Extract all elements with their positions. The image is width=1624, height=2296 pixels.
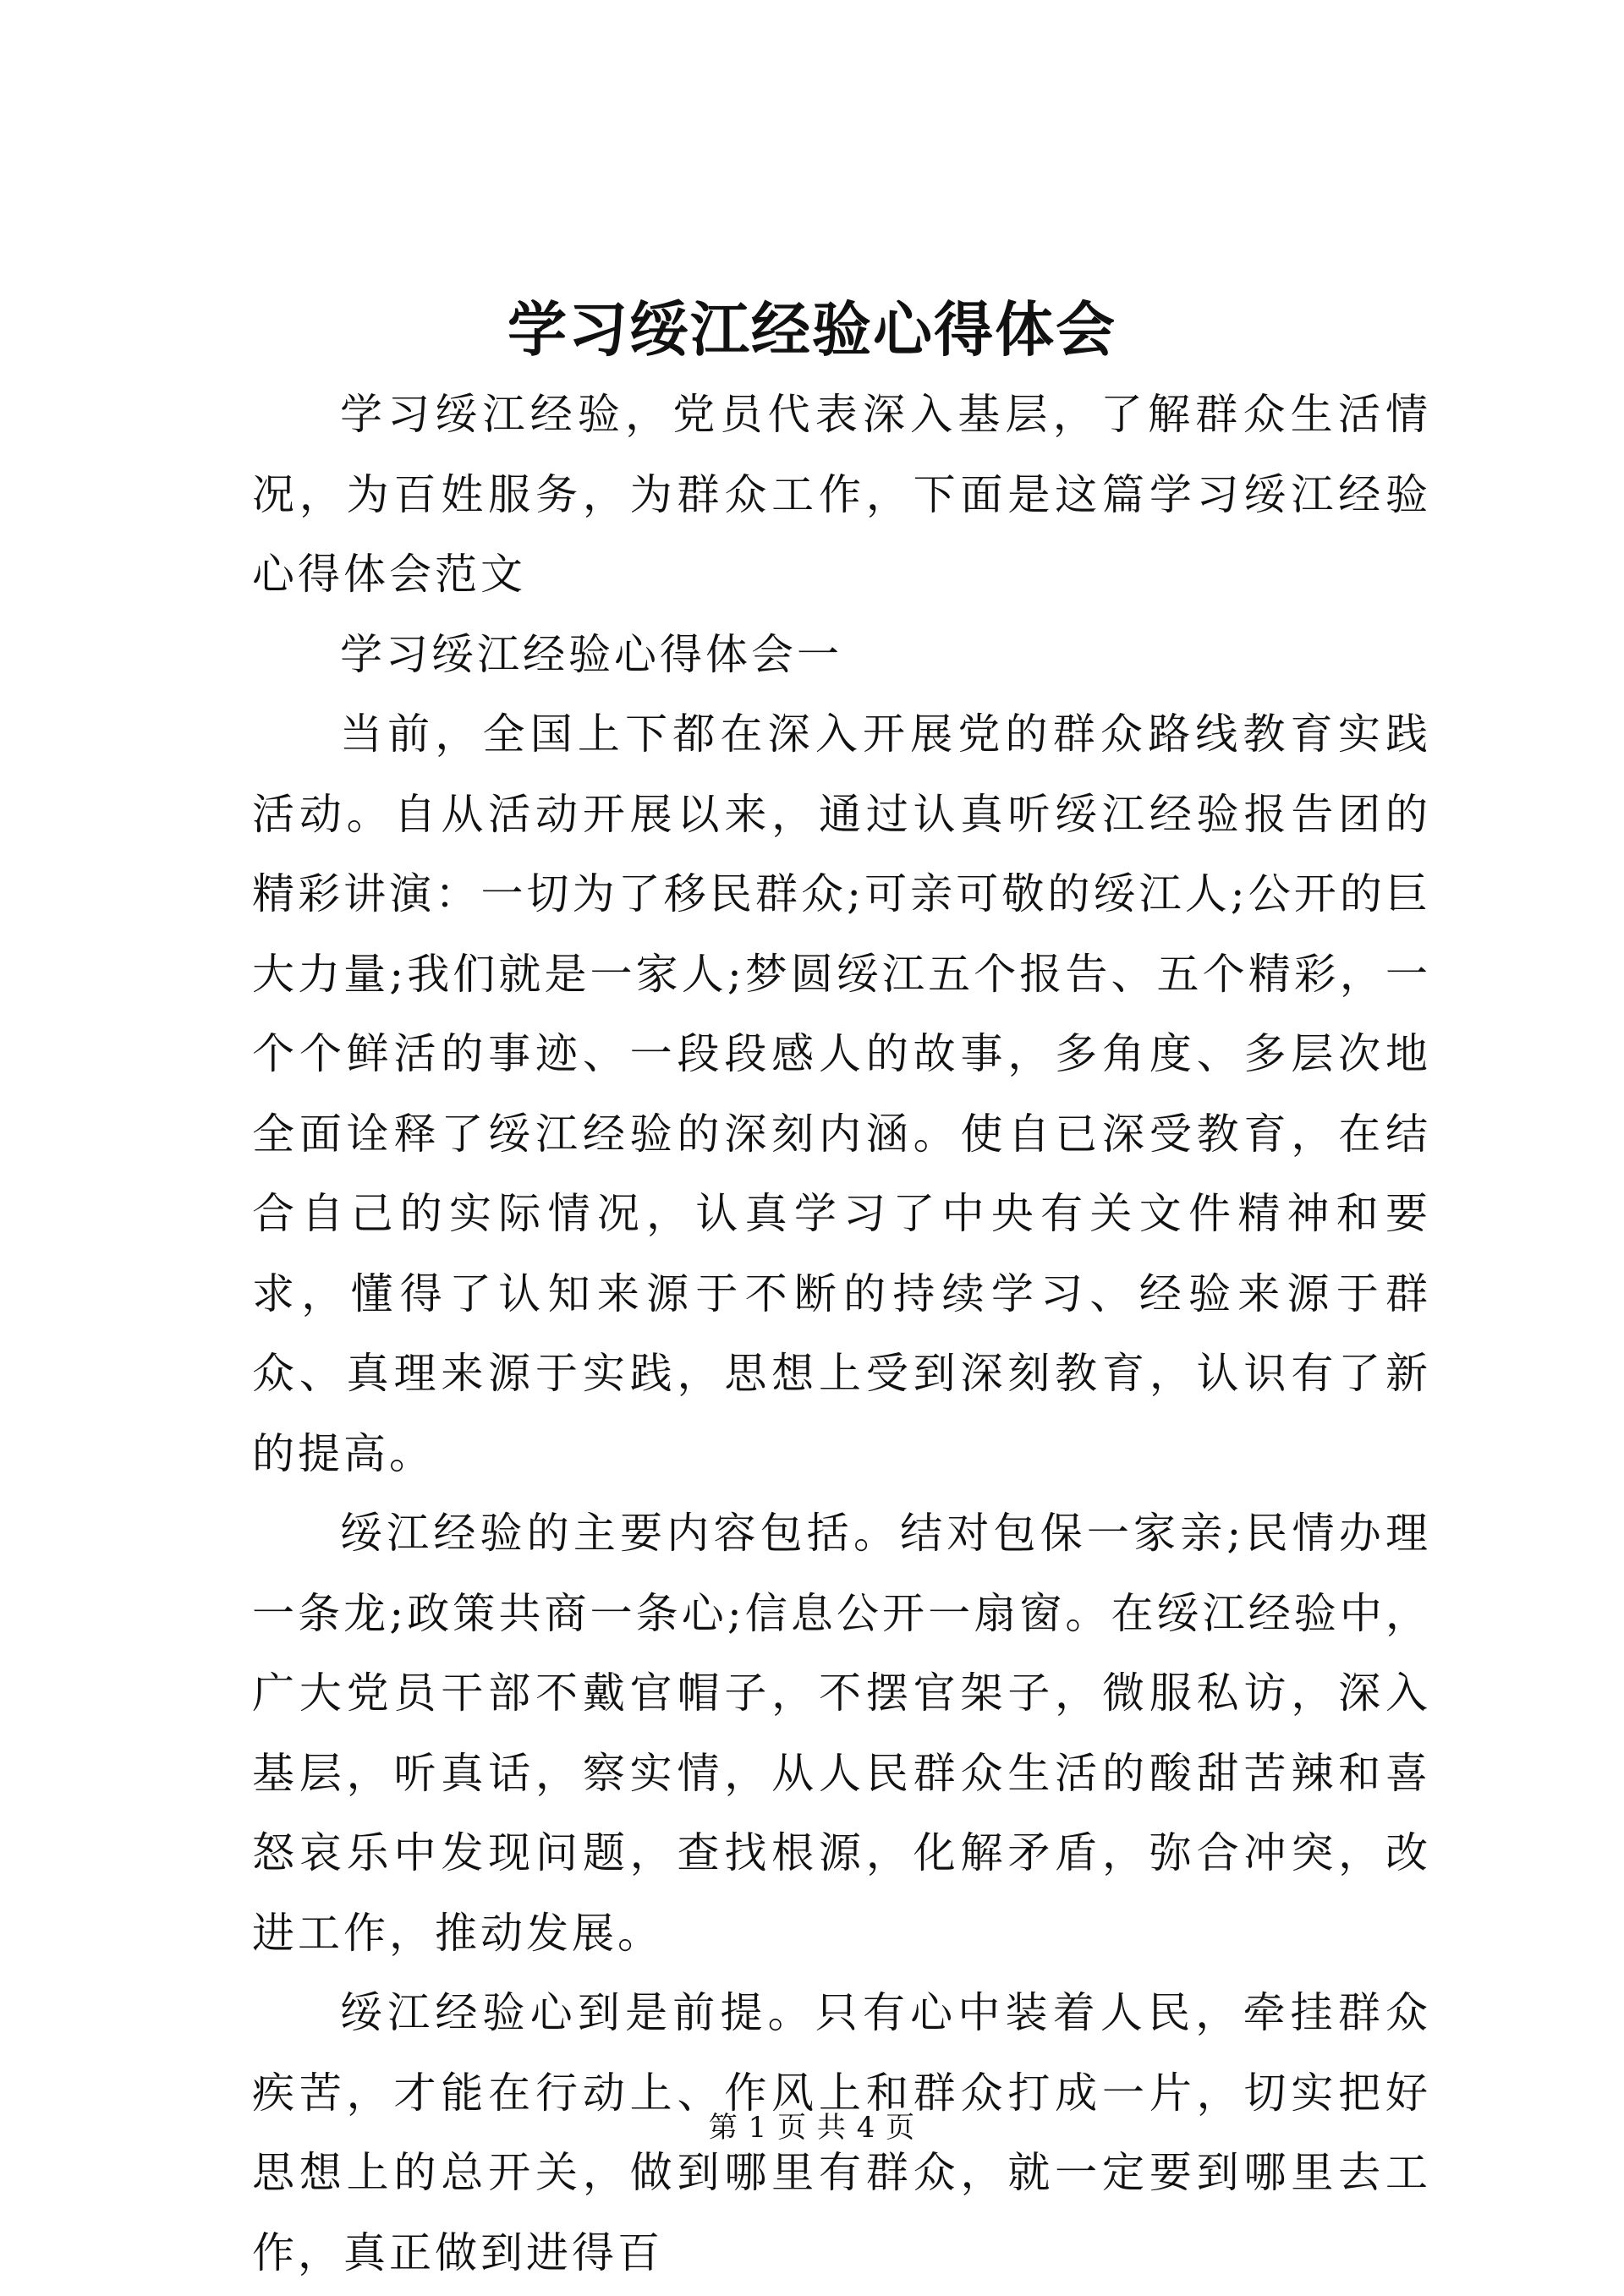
document-body xyxy=(252,375,1431,2293)
section-heading: 学习绥江经验心得体会一 xyxy=(340,629,842,679)
page-footer: 第 1 页 共 4 页 xyxy=(708,2111,916,2145)
paragraph-heart-premise: 绥江经验心到是前提。只有心中装着人民，牵挂群众疾苦，才能在行动上、作风上和群众打成一片，切实把好思想上的总开关，做到哪里有群众，就一定要到哪里去工作，真正做到进得百 xyxy=(252,1988,1431,2277)
paragraph-main-content: 绥江经验的主要内容包括。结对包保一家亲;民情办理一条龙;政策共商一条心;信息公开一扇窗。在绥江经验中，广大党员干部不戴官帽子，不摆官架子，微服私访，深入基层，听真话，察实情，从人民群众生活的酸甜苦辣和喜怒哀乐中发现问题，查找根源，化解矛盾，弥合冲突，改进工作，推动发展。 xyxy=(252,1509,1431,1958)
paragraph-current: 当前，全国上下都在深入开展党的群众路线教育实践活动。自从活动开展以来，通过认真听绥江经验报告团的精彩讲演：一切为了移民群众;可亲可敬的绥江人;公开的巨大力量;我们就是一家人;梦圆绥江五个报告、五个精彩，一个个鲜活的事迹、一段段感人的故事，多角度、多层次地全面诠释了绥江经验的深刻内涵。使自已深受教育，在结合自己的实际情况，认真学习了中央有关文件精神和要求，懂得了认知来源于不断的持续学习、经验来源于群众、真理来源于实践，思想上受到深刻教育，认识有了新的提高。 xyxy=(252,710,1431,1478)
document-title: 学习绥江经验心得体会 xyxy=(508,294,1116,364)
paragraph-intro: 学习绥江经验，党员代表深入基层，了解群众生活情况，为百姓服务，为群众工作，下面是这篇学习绥江经验心得体会范文 xyxy=(252,390,1431,599)
